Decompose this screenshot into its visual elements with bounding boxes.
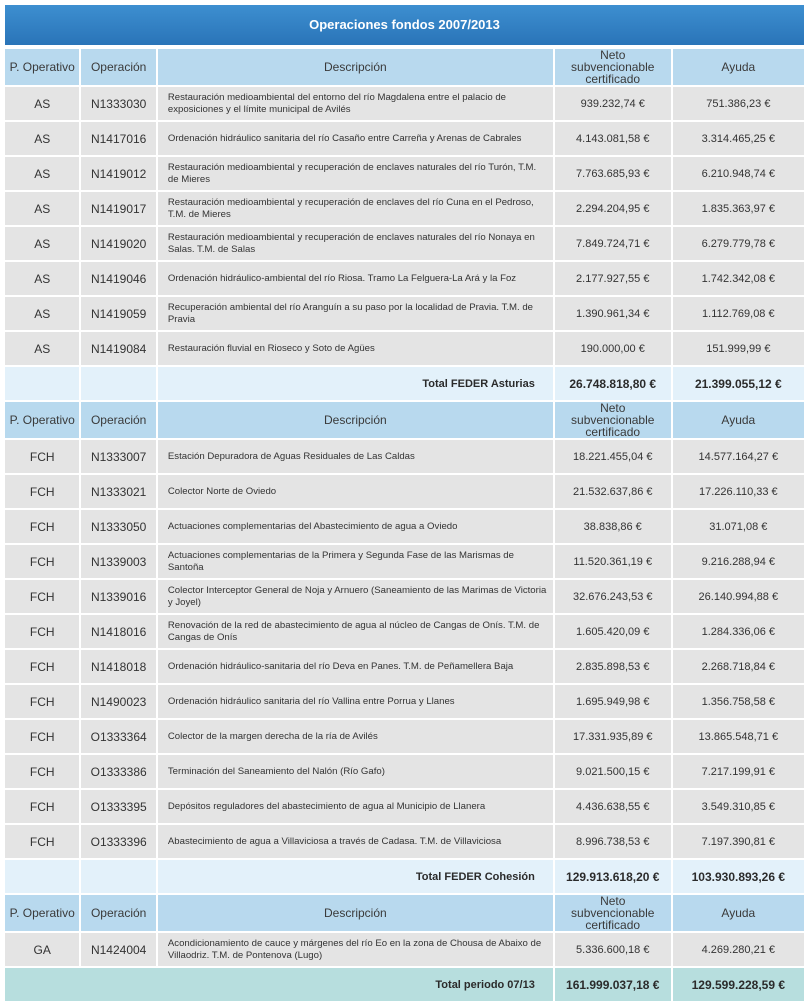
operativo-cell: GA (5, 933, 79, 966)
operativo-cell: FCH (5, 755, 79, 788)
ayuda-cell: 7.197.390,81 € (673, 825, 804, 858)
table-row (5, 297, 804, 330)
operations-table-body (5, 49, 804, 1001)
header-operativo: P. Operativo (5, 49, 79, 85)
operativo-cell: AS (5, 87, 79, 120)
neto-cell: 1.695.949,98 € (555, 685, 671, 718)
neto-cell: 21.532.637,86 € (555, 475, 671, 508)
operacion-cell: N1418016 (81, 615, 155, 648)
total-empty-cell (5, 860, 79, 893)
neto-cell: 7.763.685,93 € (555, 157, 671, 190)
final-total-label: Total periodo 07/13 (5, 968, 553, 1001)
operacion-cell: N1339003 (81, 545, 155, 578)
section-total-row (5, 367, 804, 400)
operativo-cell: FCH (5, 790, 79, 823)
ayuda-cell: 151.999,99 € (673, 332, 804, 365)
operacion-cell: N1339016 (81, 580, 155, 613)
operacion-cell: N1419020 (81, 227, 155, 260)
descripcion-cell: Restauración medioambiental y recuperación de enclaves naturales del río Turón, T.M. de Mieres (158, 157, 553, 190)
operativo-cell: FCH (5, 615, 79, 648)
descripcion-cell: Colector de la margen derecha de la ría de Avilés (158, 720, 553, 753)
operacion-cell: N1417016 (81, 122, 155, 155)
ayuda-cell: 6.279.779,78 € (673, 227, 804, 260)
descripcion-cell: Ordenación hidráulico-ambiental del río Riosa. Tramo La Felguera-La Ará y la Foz (158, 262, 553, 295)
neto-cell: 2.294.204,95 € (555, 192, 671, 225)
total-empty-cell (5, 367, 79, 400)
table-row (5, 545, 804, 578)
table-header-row (5, 402, 804, 438)
descripcion-cell: Estación Depuradora de Aguas Residuales de Las Caldas (158, 440, 553, 473)
neto-cell: 1.390.961,34 € (555, 297, 671, 330)
header-ayuda: Ayuda (673, 49, 804, 85)
operacion-cell: N1419059 (81, 297, 155, 330)
ayuda-cell: 7.217.199,91 € (673, 755, 804, 788)
descripcion-cell: Ordenación hidráulico sanitaria del río Casaño entre Carreña y Arenas de Cabrales (158, 122, 553, 155)
header-operacion: Operación (81, 49, 155, 85)
operativo-cell: AS (5, 122, 79, 155)
operacion-cell: N1419046 (81, 262, 155, 295)
table-row (5, 615, 804, 648)
table-row (5, 192, 804, 225)
header-operacion: Operación (81, 895, 155, 931)
descripcion-cell: Colector Interceptor General de Noja y Arnuero (Saneamiento de las Marimas de Victoria y Joyel) (158, 580, 553, 613)
descripcion-cell: Ordenación hidráulico-sanitaria del río Deva en Panes. T.M. de Peñamellera Baja (158, 650, 553, 683)
table-row (5, 685, 804, 718)
header-operativo: P. Operativo (5, 895, 79, 931)
total-empty-cell (81, 860, 155, 893)
operacion-cell: N1419017 (81, 192, 155, 225)
ayuda-cell: 9.216.288,94 € (673, 545, 804, 578)
neto-cell: 17.331.935,89 € (555, 720, 671, 753)
neto-cell: 18.221.455,04 € (555, 440, 671, 473)
ayuda-cell: 3.314.465,25 € (673, 122, 804, 155)
operacion-cell: O1333396 (81, 825, 155, 858)
operacion-cell: O1333364 (81, 720, 155, 753)
operativo-cell: FCH (5, 475, 79, 508)
neto-cell: 9.021.500,15 € (555, 755, 671, 788)
operativo-cell: FCH (5, 685, 79, 718)
operacion-cell: N1333050 (81, 510, 155, 543)
header-descripcion: Descripción (158, 49, 553, 85)
operativo-cell: AS (5, 297, 79, 330)
operativo-cell: FCH (5, 720, 79, 753)
descripcion-cell: Actuaciones complementarias de la Primera y Segunda Fase de las Marismas de Santoña (158, 545, 553, 578)
neto-cell: 1.605.420,09 € (555, 615, 671, 648)
neto-cell: 7.849.724,71 € (555, 227, 671, 260)
section-total-ayuda: 21.399.055,12 € (673, 367, 804, 400)
header-operativo: P. Operativo (5, 402, 79, 438)
neto-cell: 4.143.081,58 € (555, 122, 671, 155)
table-header-row (5, 895, 804, 931)
descripcion-cell: Restauración medioambiental del entorno del río Magdalena entre el palacio de exposiciones y el límite municipal de Avilés (158, 87, 553, 120)
final-total-ayuda: 129.599.228,59 € (673, 968, 804, 1001)
operacion-cell: N1333021 (81, 475, 155, 508)
table-row (5, 332, 804, 365)
table-row (5, 790, 804, 823)
descripcion-cell: Acondicionamiento de cauce y márgenes del río Eo en la zona de Chousa de Abaixo de Villaodriz. T.M. de Pontenova (Lugo) (158, 933, 553, 966)
descripcion-cell: Ordenación hidráulico sanitaria del río Vallina entre Porrua y Llanes (158, 685, 553, 718)
ayuda-cell: 2.268.718,84 € (673, 650, 804, 683)
operations-report (5, 5, 804, 1003)
ayuda-cell: 6.210.948,74 € (673, 157, 804, 190)
operativo-cell: AS (5, 157, 79, 190)
operacion-cell: N1333007 (81, 440, 155, 473)
table-row (5, 262, 804, 295)
header-operacion: Operación (81, 402, 155, 438)
section-total-ayuda: 103.930.893,26 € (673, 860, 804, 893)
operativo-cell: AS (5, 332, 79, 365)
table-row (5, 440, 804, 473)
table-header-row (5, 49, 804, 85)
header-ayuda: Ayuda (673, 402, 804, 438)
operativo-cell: FCH (5, 580, 79, 613)
operacion-cell: O1333395 (81, 790, 155, 823)
section-total-neto: 129.913.618,20 € (555, 860, 671, 893)
operativo-cell: FCH (5, 545, 79, 578)
neto-cell: 32.676.243,53 € (555, 580, 671, 613)
table-row (5, 122, 804, 155)
table-row (5, 933, 804, 966)
total-empty-cell (81, 367, 155, 400)
ayuda-cell: 1.112.769,08 € (673, 297, 804, 330)
operacion-cell: N1424004 (81, 933, 155, 966)
table-row (5, 87, 804, 120)
neto-cell: 5.336.600,18 € (555, 933, 671, 966)
descripcion-cell: Renovación de la red de abastecimiento de agua al núcleo de Cangas de Onís. T.M. de Cangas de Onís (158, 615, 553, 648)
neto-cell: 2.177.927,55 € (555, 262, 671, 295)
ayuda-cell: 4.269.280,21 € (673, 933, 804, 966)
descripcion-cell: Actuaciones complementarias del Abastecimiento de agua a Oviedo (158, 510, 553, 543)
operativo-cell: FCH (5, 825, 79, 858)
ayuda-cell: 1.356.758,58 € (673, 685, 804, 718)
neto-cell: 2.835.898,53 € (555, 650, 671, 683)
descripcion-cell: Terminación del Saneamiento del Nalón (Río Gafo) (158, 755, 553, 788)
section-total-label: Total FEDER Asturias (158, 367, 553, 400)
ayuda-cell: 26.140.994,88 € (673, 580, 804, 613)
operacion-cell: N1333030 (81, 87, 155, 120)
table-row (5, 157, 804, 190)
operacion-cell: N1490023 (81, 685, 155, 718)
header-descripcion: Descripción (158, 895, 553, 931)
operativo-cell: AS (5, 192, 79, 225)
report-title: Operaciones fondos 2007/2013 (5, 5, 804, 45)
table-row (5, 510, 804, 543)
descripcion-cell: Depósitos reguladores del abastecimiento de agua al Municipio de Llanera (158, 790, 553, 823)
ayuda-cell: 1.835.363,97 € (673, 192, 804, 225)
header-neto: Neto subvencionable certificado (555, 895, 671, 931)
neto-cell: 11.520.361,19 € (555, 545, 671, 578)
operations-table (3, 47, 806, 1003)
final-total-row (5, 968, 804, 1001)
final-total-neto: 161.999.037,18 € (555, 968, 671, 1001)
header-neto: Neto subvencionable certificado (555, 402, 671, 438)
operativo-cell: AS (5, 227, 79, 260)
descripcion-cell: Colector Norte de Oviedo (158, 475, 553, 508)
ayuda-cell: 3.549.310,85 € (673, 790, 804, 823)
descripcion-cell: Restauración medioambiental y recuperación de enclaves naturales del río Nonaya en Salas. T.M. de Salas (158, 227, 553, 260)
neto-cell: 190.000,00 € (555, 332, 671, 365)
table-row (5, 580, 804, 613)
table-row (5, 720, 804, 753)
section-total-label: Total FEDER Cohesión (158, 860, 553, 893)
header-descripcion: Descripción (158, 402, 553, 438)
ayuda-cell: 14.577.164,27 € (673, 440, 804, 473)
ayuda-cell: 13.865.548,71 € (673, 720, 804, 753)
operacion-cell: O1333386 (81, 755, 155, 788)
table-row (5, 227, 804, 260)
ayuda-cell: 17.226.110,33 € (673, 475, 804, 508)
section-total-row (5, 860, 804, 893)
descripcion-cell: Recuperación ambiental del río Aranguín a su paso por la localidad de Pravia. T.M. de Pravia (158, 297, 553, 330)
descripcion-cell: Restauración fluvial en Rioseco y Soto de Agües (158, 332, 553, 365)
ayuda-cell: 1.742.342,08 € (673, 262, 804, 295)
descripcion-cell: Abastecimiento de agua a Villaviciosa a través de Cadasa. T.M. de Villaviciosa (158, 825, 553, 858)
operativo-cell: FCH (5, 650, 79, 683)
table-row (5, 475, 804, 508)
header-neto: Neto subvencionable certificado (555, 49, 671, 85)
neto-cell: 939.232,74 € (555, 87, 671, 120)
operacion-cell: N1419084 (81, 332, 155, 365)
descripcion-cell: Restauración medioambiental y recuperación de enclaves del río Cuna en el Pedroso, T.M. de Mieres (158, 192, 553, 225)
operativo-cell: FCH (5, 510, 79, 543)
neto-cell: 8.996.738,53 € (555, 825, 671, 858)
table-row (5, 825, 804, 858)
neto-cell: 38.838,86 € (555, 510, 671, 543)
ayuda-cell: 751.386,23 € (673, 87, 804, 120)
table-row (5, 755, 804, 788)
table-row (5, 650, 804, 683)
section-total-neto: 26.748.818,80 € (555, 367, 671, 400)
neto-cell: 4.436.638,55 € (555, 790, 671, 823)
operacion-cell: N1419012 (81, 157, 155, 190)
ayuda-cell: 31.071,08 € (673, 510, 804, 543)
operativo-cell: FCH (5, 440, 79, 473)
operacion-cell: N1418018 (81, 650, 155, 683)
ayuda-cell: 1.284.336,06 € (673, 615, 804, 648)
operativo-cell: AS (5, 262, 79, 295)
header-ayuda: Ayuda (673, 895, 804, 931)
